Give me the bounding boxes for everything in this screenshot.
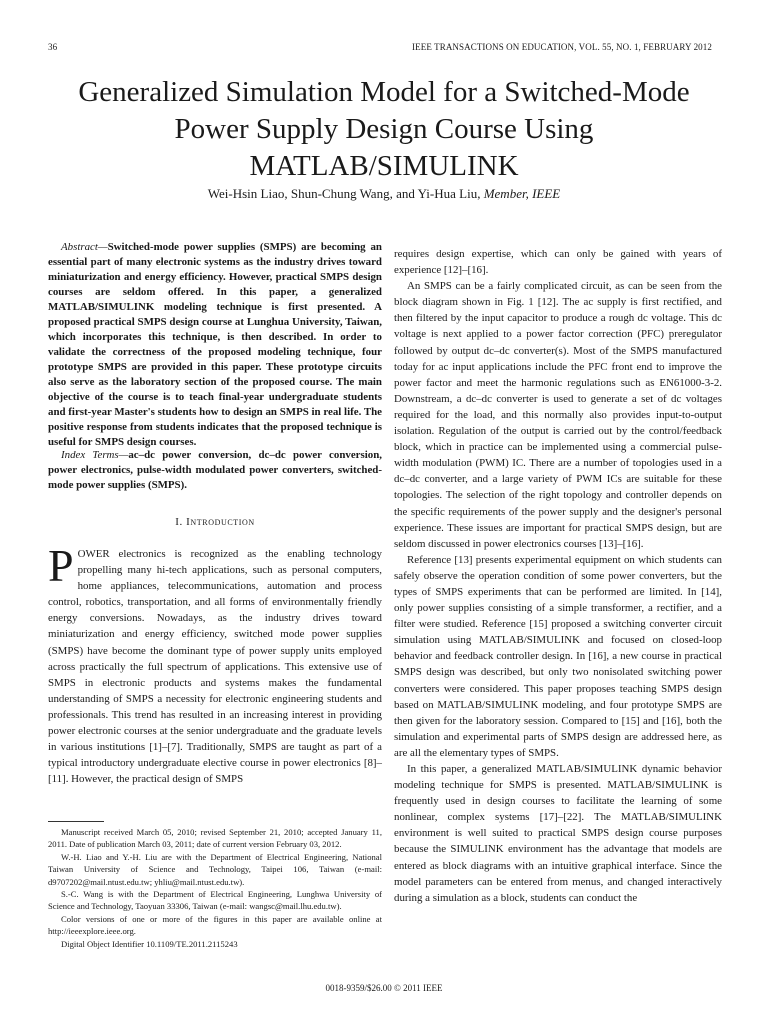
page-number: 36	[48, 42, 58, 52]
intro-paragraph-text: OWER electronics is recognized as the enabling technology propelling many hi-tech applications, such as personal computers, home appliances, telecommunications, automation and process control, robotics, transportation, and all forms of environmentally friendly energy conversions. Nowadays, as the industry drives toward miniaturization and energy efficiency, switched mode power supplies (SMPS) have become the dominant type of power supply units employed across practically the full spectrum of applications. This extensive use of SMPS in electronic products and systems makes the fundamental understanding of SMPS a necessity for electronic engineering students and professionals. This trend has resulted in an increasing interest in providing power electronic courses at the senior undergraduate and the graduate levels in various institutions [1]–[7]. Traditionally, SMPS are taught as part of a typical introductory undergraduate elective course in power electronics [8]–[11]. However, the practical design of SMPS	[48, 548, 382, 786]
footnote-affiliation-2: S.-C. Wang is with the Department of Electrical Engineering, Lunghwa University of Science and Technology, Taoyuan 33306, Taiwan (e-mail: wangsc@mail.lhu.edu.tw).	[48, 889, 382, 912]
footnote-affiliation-1: W.-H. Liao and Y.-H. Liu are with the Department of Electrical Engineering, National Taiwan University of Science and Technology, Taipei 106, Taiwan (e-mail: d9707202@mail.ntust.edu.tw; yhliu@mail.ntust.edu.tw).	[48, 851, 382, 887]
paper-title: Generalized Simulation Model for a Switched-Mode Power Supply Design Course Using MATLAB/SIMULINK	[78, 76, 690, 182]
right-paragraph-4: In this paper, a generalized MATLAB/SIMULINK dynamic behavior modeling technique for SMPS is presented. MATLAB/SIMULINK is frequently used in design courses to facilitate the learning of some nonlinear, complex systems [17]–[22]. The MATLAB/SIMULINK environment is well suited to practical SMPS design course purposes because the SIMULINK environment has the advantage that models are entered as block diagrams with an intuitive graphical interface. Since the model parameters can be entered from menus, and changed interactively during a simulation as a block, students can conduct the	[394, 763, 722, 904]
footnote-manuscript: Manuscript received March 05, 2010; revised September 21, 2010; accepted January 11, 2011. Date of publication March 03, 2011; date of current version February 03, 2012.	[48, 827, 382, 850]
abstract-lead: Abstract—	[61, 241, 108, 253]
footnote-color: Color versions of one or more of the figures in this paper are available online at http://ieeexplore.ieee.org.	[48, 913, 382, 937]
right-column	[394, 246, 722, 906]
authors	[40, 186, 728, 202]
intro-paragraph	[48, 540, 382, 787]
abstract-text: Switched-mode power supplies (SMPS) are becoming an essential part of many electronic systems as the industry drives toward miniaturization and energy efficiency. However, practical SMPS design courses are seldom offered. In this paper, a generalized MATLAB/SIMULINK modeling technique is first presented. A proposed practical SMPS design course at Lunghua University, Taiwan, which incorporates this technique, is then described. In order to validate the correctness of the proposed modeling technique, four prototype SMPS are provided in this paper. These prototype circuits also serve as the laboratory section of the proposed course. The main objective of the course is to teach final-year undergraduate students and first-year Master's students how to design an SMPS in real life. The positive response from students indicates that the proposed technique is useful for SMPS design courses.	[48, 241, 382, 448]
abstract	[48, 240, 382, 450]
right-paragraph-1: requires design expertise, which can only be gained with years of experience [12]–[16].	[394, 248, 722, 277]
footnote-doi: Digital Object Identifier 10.1109/TE.2011.2115243	[61, 938, 238, 949]
right-paragraph-2: An SMPS can be a fairly complicated circuit, as can be seen from the block diagram shown in Fig. 1 [12]. The ac supply is first rectified, and then filtered by the input capacitor to produce a rough dc voltage. This dc voltage is next applied to a power factor correction (PFC) preregulator followed by output dc–dc converter(s). Most of the SMPS manufactured today for ac input applications include the PFC front end to improve the power factor and meet the harmonic regulations such as EN61000-3-2. Downstream, a dc–dc converter is used to generate a set of dc voltages required for the load, and this normally also provides input-to-output isolation. Regulation of the output is carried out by the control/feedback block, which in practice can be implemented using a commercial pulse-width modulation (PWM) IC. There are a number of topologies used in a dc–dc converter, and a large variety of PWM ICs are suitable for these topologies. The selection of the right topology and controller depends on the specific requirements of the power supply and the designer's personal experience. These issues are important for practical SMPS design, but are seldom discussed in power electronics courses [13]–[16].	[394, 280, 722, 550]
journal-header: IEEE TRANSACTIONS ON EDUCATION, VOL. 55, NO. 1, FEBRUARY 2012	[412, 42, 712, 52]
index-terms	[48, 448, 382, 493]
index-terms-text: ac–dc power conversion, dc–dc power conversion, power electronics, pulse-width modulated power converters, switched-mode power supplies (SMPS).	[48, 449, 382, 491]
intro-body	[48, 540, 382, 787]
author-names: Wei-Hsin Liao, Shun-Chung Wang, and Yi-Hua Liu,	[207, 186, 481, 201]
footnotes	[48, 826, 382, 950]
right-paragraph-3: Reference [13] presents experimental equipment on which students can safely observe the operation condition of some power converters, but the types of SMPS experiments that can be performed are limited. In [14], only power supplies consisting of a simple transformer, a rectifier, and a filter were studied. Reference [15] proposed a switching converter circuit simulation using MATLAB/SIMULINK and focused on closed-loop behavior and feedback controller design. In [16], a new course in practical SMPS design was described, but only two nonisolated switching power converters were considered. This paper proposes teaching SMPS design based on MATLAB/SIMULINK modeling, and four prototype SMPS are then given for the laboratory session. Compared to [15] and [16], both the simulation and experimental parts of SMPS design are addressed here, as are all the elementary types of SMPS.	[394, 553, 722, 759]
section-number: I.	[175, 516, 183, 528]
section-title: Introduction	[186, 516, 255, 528]
section-heading	[48, 516, 382, 528]
drop-cap: P	[48, 540, 74, 591]
author-membership: Member, IEEE	[483, 186, 561, 201]
index-terms-lead: Index Terms—	[61, 449, 129, 461]
footnote-rule	[48, 821, 104, 822]
copyright-footer: 0018-9359/$26.00 © 2011 IEEE	[325, 983, 443, 993]
